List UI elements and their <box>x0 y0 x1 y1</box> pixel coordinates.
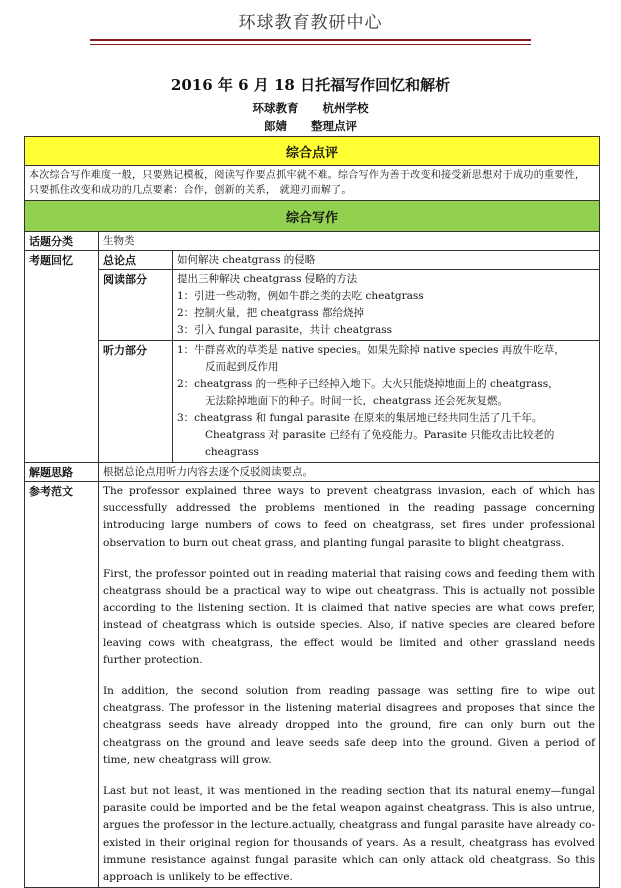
reading-line: 提出三种解决 cheatgrass 侵略的方法 <box>177 273 358 285</box>
topic-row <box>25 232 600 251</box>
sample-label: 参考范文 <box>25 482 99 888</box>
listening-line: 2：cheatgrass 的一些种子已经掉入地下。大火只能烧掉地面上的 cheatgrass， <box>177 378 559 390</box>
writing-heading: 综合写作 <box>25 201 600 232</box>
author-name: 郎婧 <box>264 119 287 133</box>
listening-line: 无法除掉地面下的种子。时间一长，cheatgrass 还会死灰复燃。 <box>205 395 508 407</box>
approach-text: 根据总论点用听力内容去逐个反驳阅读要点。 <box>99 463 600 482</box>
header-rule-thick <box>90 39 531 41</box>
analysis-table <box>24 136 600 888</box>
listening-line: Cheatgrass 对 parasite 已经有了免疫能力。Parasite 只能攻击比较老的 cheagrass <box>205 429 555 458</box>
topic-label: 话题分类 <box>25 232 99 251</box>
listening-line: 反而起到反作用 <box>205 361 279 373</box>
listening-line: 3：cheatgrass 和 fungal parasite 在原来的集居地已经共同生活了几千年。 <box>177 412 543 424</box>
listening-points <box>173 341 600 463</box>
topic-value: 生物类 <box>99 232 600 251</box>
review-heading: 综合点评 <box>25 137 600 166</box>
essay-paragraph: In addition, the second solution from reading passage was setting fire to wipe out cheatgrass. The professor in the listening material disagrees and proposes that since the cheatgrass seeds have already dropped into the ground, fire can only burn out the cheatgrass on the ground and leave seeds safe deep into the ground. Given a period of time, new cheatgrass will grow. <box>103 685 596 766</box>
recall-label: 考题回忆 <box>25 251 99 463</box>
reading-line: 1：引进一些动物，例如牛群之类的去吃 cheatgrass <box>177 290 424 302</box>
sample-essay <box>99 482 600 888</box>
essay-paragraph: First, the professor pointed out in reading material that raising cows and feeding them with cheatgrass should be a practical way to wipe out cheatgrass. This is actually not possible according to the listening section. It is claimed that native species are what cows prefer, instead of cheatgrass which is outside species. Also, if native species are cleared before leaving cows with cheatgrass, the effect would be limited and other grassland needs further protection. <box>103 567 596 666</box>
header-rule-thin <box>90 44 531 45</box>
reading-line: 2：控制火量，把 cheatgrass 都给烧掉 <box>177 307 364 319</box>
author-role: 整理点评 <box>311 119 357 133</box>
review-text-row <box>25 166 600 201</box>
approach-label: 解题思路 <box>25 463 99 482</box>
thesis-text: 如何解决 cheatgrass 的侵略 <box>173 251 600 270</box>
document-title: 2016 年 6 月 18 日托福写作回忆和解析 <box>170 76 451 94</box>
author-org: 环球教育 <box>252 101 299 115</box>
thesis-label: 总论点 <box>99 251 173 270</box>
review-text: 本次综合写作难度一般，只要熟记模板，阅读写作要点抓牢就不难。综合写作为善于改变和接受新思想对于成功的重要性，只要抓住改变和成功的几点要素：合作，创新的关系， 就迎刃而解了。 <box>25 166 600 201</box>
listening-line: 1：牛群喜欢的草类是 native species。如果先除掉 native species 再放牛吃草， <box>177 344 565 356</box>
reading-line: 3：引入 fungal parasite，共计 cheatgrass <box>177 324 392 336</box>
author-school: 杭州学校 <box>322 101 369 115</box>
author-line-1 <box>0 100 621 116</box>
listening-label: 听力部分 <box>99 341 173 463</box>
sample-row <box>25 482 600 888</box>
reading-points <box>173 270 600 341</box>
author-line-2 <box>0 118 621 134</box>
reading-row <box>25 270 600 341</box>
listening-row <box>25 341 600 463</box>
header-org: 环球教育教研中心 <box>238 13 383 33</box>
essay-paragraph: Last but not least, it was mentioned in the reading section that its natural enemy—fungal parasite could be imported and be the fetal weapon against cheatgrass. This is also untrue, argues the professor in the lecture.actually, cheatgrass and fungal parasite have already co-existed in their original region for thousands of years. As a result, cheatgrass has evolved immune resistance against fungal parasite which can only attack old cheatgrass. So this approach is unlikely to be effective. <box>103 785 596 884</box>
essay-paragraph: The professor explained three ways to prevent cheatgrass invasion, each of which has successfully addressed the problems mentioned in the reading passage concerning introducing large numbers of cows to feed on cheatgrass, set fires under professional observation to burn out cheat grass, and planting fungal parasite to blight cheatgrass. <box>103 485 596 549</box>
approach-row <box>25 463 600 482</box>
thesis-row <box>25 251 600 270</box>
reading-label: 阅读部分 <box>99 270 173 341</box>
review-heading-row <box>25 137 600 166</box>
writing-heading-row <box>25 201 600 232</box>
